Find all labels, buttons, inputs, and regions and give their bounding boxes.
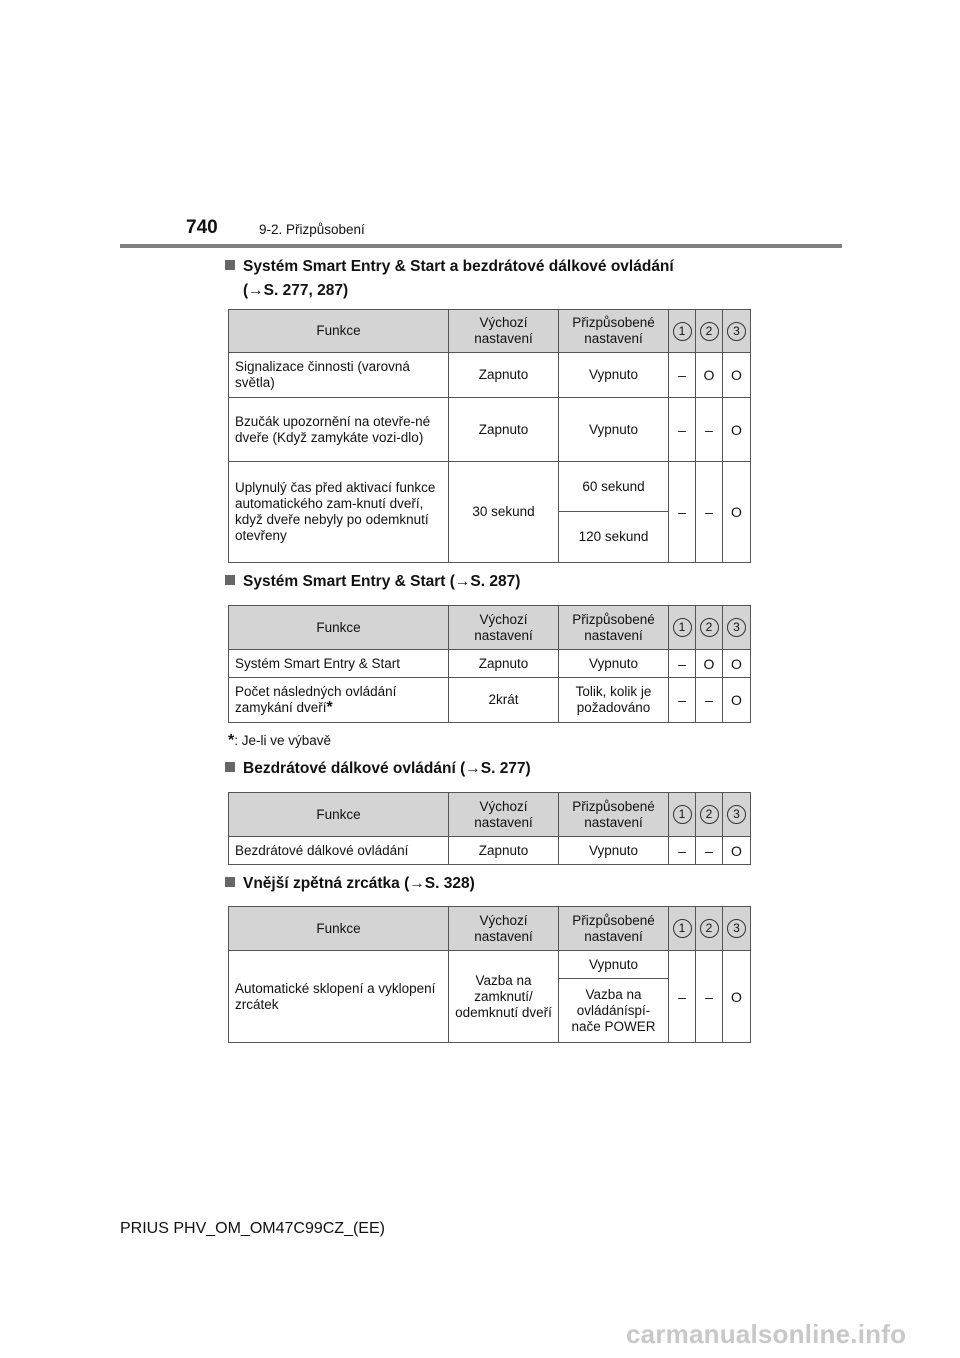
cell-default: 30 sekund	[449, 462, 559, 563]
header-default: Výchozí nastavení	[449, 907, 559, 951]
header-custom: Přizpůsobené nastavení	[559, 310, 669, 353]
header-custom: Přizpůsobené nastavení	[559, 907, 669, 951]
page-number: 740	[186, 217, 218, 238]
cell-custom-option-b: Vazba na ovládáníspí-nače POWER	[559, 979, 669, 1043]
cell-c2: –	[696, 398, 723, 462]
cell-funkce: Automatické sklopení a vyklopení zrcátek	[229, 951, 449, 1043]
cell-default: Zapnuto	[449, 650, 559, 678]
cell-custom: Vypnuto	[559, 650, 669, 678]
cell-custom: Vypnuto	[559, 837, 669, 865]
cell-c2: O	[696, 353, 723, 398]
cell-funkce	[229, 678, 449, 723]
cell-funkce: Bezdrátové dálkové ovládání	[229, 837, 449, 865]
header-col-1	[669, 793, 696, 837]
table-row	[229, 353, 751, 398]
header-funkce: Funkce	[229, 793, 449, 837]
header-funkce: Funkce	[229, 907, 449, 951]
section-title-smart-entry	[225, 570, 520, 594]
header-default: Výchozí nastavení	[449, 793, 559, 837]
square-bullet-icon	[225, 877, 235, 887]
circled-3-icon: 3	[727, 805, 746, 824]
cell-default: Vazba na zamknutí/ odemknutí dveří	[449, 951, 559, 1043]
header-col-1	[669, 310, 696, 353]
footnote	[228, 732, 331, 750]
table-row	[229, 650, 751, 678]
header-col-2	[696, 606, 723, 650]
header-funkce: Funkce	[229, 606, 449, 650]
cell-custom: Tolik, kolik je požadováno	[559, 678, 669, 723]
circled-2-icon: 2	[700, 322, 719, 341]
header-default: Výchozí nastavení	[449, 606, 559, 650]
circled-3-icon: 3	[727, 618, 746, 637]
circled-1-icon: 1	[673, 805, 692, 824]
cell-custom-option-b: 120 sekund	[559, 512, 669, 563]
header-custom: Přizpůsobené nastavení	[559, 606, 669, 650]
header-custom: Přizpůsobené nastavení	[559, 793, 669, 837]
header-col-3	[723, 907, 751, 951]
cell-funkce: Signalizace činnosti (varovná světla)	[229, 353, 449, 398]
square-bullet-icon	[225, 762, 235, 772]
footnote-text: : Je-li ve výbavě	[234, 733, 332, 748]
section-title-text: Systém Smart Entry & Start (→S. 287)	[243, 573, 521, 590]
settings-table-smart-entry	[228, 605, 751, 723]
table-row	[229, 398, 751, 462]
header-funkce: Funkce	[229, 310, 449, 353]
header-col-1	[669, 606, 696, 650]
table-row	[229, 462, 751, 512]
cell-funkce: Systém Smart Entry & Start	[229, 650, 449, 678]
cell-c1: –	[669, 837, 696, 865]
section-title-text: Systém Smart Entry & Start a bezdrátové dálkové ovládání	[243, 258, 674, 275]
header-col-2	[696, 907, 723, 951]
header-col-2	[696, 793, 723, 837]
footnote-mark: *	[228, 732, 235, 749]
header-default: Výchozí nastavení	[449, 310, 559, 353]
table-header-row	[229, 907, 751, 951]
cell-funkce: Uplynulý čas před aktivací funkce automatického zam-knutí dveří, když dveře nebyly po odemknutí otevřeny	[229, 462, 449, 563]
cell-c2: –	[696, 462, 723, 563]
cell-default: 2krát	[449, 678, 559, 723]
cell-custom: Vypnuto	[559, 398, 669, 462]
table-row	[229, 951, 751, 979]
section-title-mirrors	[225, 872, 475, 896]
circled-3-icon: 3	[727, 919, 746, 938]
square-bullet-icon	[225, 575, 235, 585]
table-row	[229, 678, 751, 723]
cell-c1: –	[669, 951, 696, 1043]
table-header-row	[229, 793, 751, 837]
square-bullet-icon	[225, 260, 235, 270]
table-header-row	[229, 310, 751, 353]
cell-c1: –	[669, 398, 696, 462]
header-col-2	[696, 310, 723, 353]
section-title-text: Bezdrátové dálkové ovládání (→S. 277)	[243, 760, 531, 777]
settings-table-remote	[228, 792, 751, 865]
header-col-3	[723, 793, 751, 837]
cell-default: Zapnuto	[449, 353, 559, 398]
cell-funkce-text: Počet následných ovládání zamykání dveří	[235, 684, 397, 715]
table-header-row	[229, 606, 751, 650]
circled-1-icon: 1	[673, 919, 692, 938]
header-rule	[120, 244, 842, 248]
cell-c1: –	[669, 353, 696, 398]
header-col-3	[723, 606, 751, 650]
table-row	[229, 837, 751, 865]
cell-c2: O	[696, 650, 723, 678]
cell-c2: –	[696, 678, 723, 723]
watermark: carmanualsonline.info	[626, 1319, 907, 1349]
cell-custom: Vypnuto	[559, 353, 669, 398]
circled-2-icon: 2	[700, 618, 719, 637]
circled-1-icon: 1	[673, 618, 692, 637]
cell-c3: O	[723, 951, 751, 1043]
cell-c1: –	[669, 462, 696, 563]
cell-c1: –	[669, 678, 696, 723]
header-col-1	[669, 907, 696, 951]
circled-2-icon: 2	[700, 919, 719, 938]
settings-table-smart-entry-remote	[228, 309, 751, 563]
section-title-remote	[225, 757, 531, 781]
circled-2-icon: 2	[700, 805, 719, 824]
header-col-3	[723, 310, 751, 353]
cell-c1: –	[669, 650, 696, 678]
cell-funkce: Bzučák upozornění na otevře-né dveře (Když zamykáte vozi-dlo)	[229, 398, 449, 462]
chapter-title: 9-2. Přizpůsobení	[259, 222, 365, 237]
footnote-mark: *	[326, 699, 333, 716]
cell-default: Zapnuto	[449, 837, 559, 865]
cell-default: Zapnuto	[449, 398, 559, 462]
document-code: PRIUS PHV_OM_OM47C99CZ_(EE)	[120, 1220, 385, 1237]
cell-custom-option-a: Vypnuto	[559, 951, 669, 979]
settings-table-mirrors	[228, 906, 751, 1043]
cell-c3: O	[723, 650, 751, 678]
cell-c3: O	[723, 398, 751, 462]
section-ref: (→S. 277, 287)	[243, 282, 349, 299]
circled-1-icon: 1	[673, 322, 692, 341]
cell-c2: –	[696, 837, 723, 865]
section-title-smart-entry-remote	[225, 255, 674, 303]
cell-c2: –	[696, 951, 723, 1043]
cell-c3: O	[723, 837, 751, 865]
cell-c3: O	[723, 462, 751, 563]
cell-c3: O	[723, 353, 751, 398]
cell-c3: O	[723, 678, 751, 723]
section-title-text: Vnější zpětná zrcátka (→S. 328)	[243, 875, 475, 892]
cell-custom-option-a: 60 sekund	[559, 462, 669, 512]
circled-3-icon: 3	[727, 322, 746, 341]
